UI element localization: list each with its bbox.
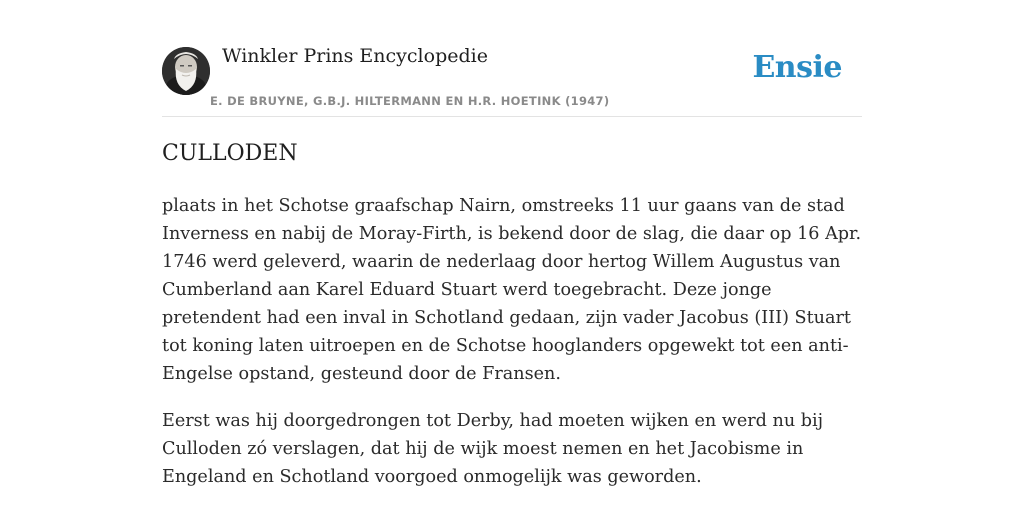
publication-authors: E. DE BRUYNE, G.B.J. HILTERMANN EN H.R. HOETINK (1947)	[210, 94, 610, 108]
article-paragraph: Eerst was hij doorgedrongen tot Derby, had moeten wijken en werd nu bij Culloden zó verslagen, dat hij de wijk moest nemen en het Jacobisme in Engeland en Schotland voorgoed onmogelijk was geworden.	[162, 411, 824, 487]
article-headword: CULLODEN	[162, 141, 298, 166]
brand-logo[interactable]: Ensie	[752, 50, 842, 85]
article-body	[162, 192, 867, 510]
bearded-man-portrait-icon[interactable]	[162, 47, 210, 95]
article-paragraph: plaats in het Schotse graafschap Nairn, omstreeks 11 uur gaans van de stad Inverness en nabij de Moray-Firth, is bekend door de slag, die daar op 16 Apr. 1746 werd geleverd, waarin de nederlaag door hertog Willem Augustus van Cumberland aan Karel Eduard Stuart werd toegebracht. Deze jonge pretendent had een inval in Schotland gedaan, zijn vader Jacobus (III) Stuart tot koning laten uitroepen en de Schotse hooglanders opgewekt tot een anti-Engelse opstand, gesteund door de Fransen.	[162, 196, 862, 384]
publication-title[interactable]: Winkler Prins Encyclopedie	[222, 45, 488, 67]
site-header	[162, 0, 862, 117]
